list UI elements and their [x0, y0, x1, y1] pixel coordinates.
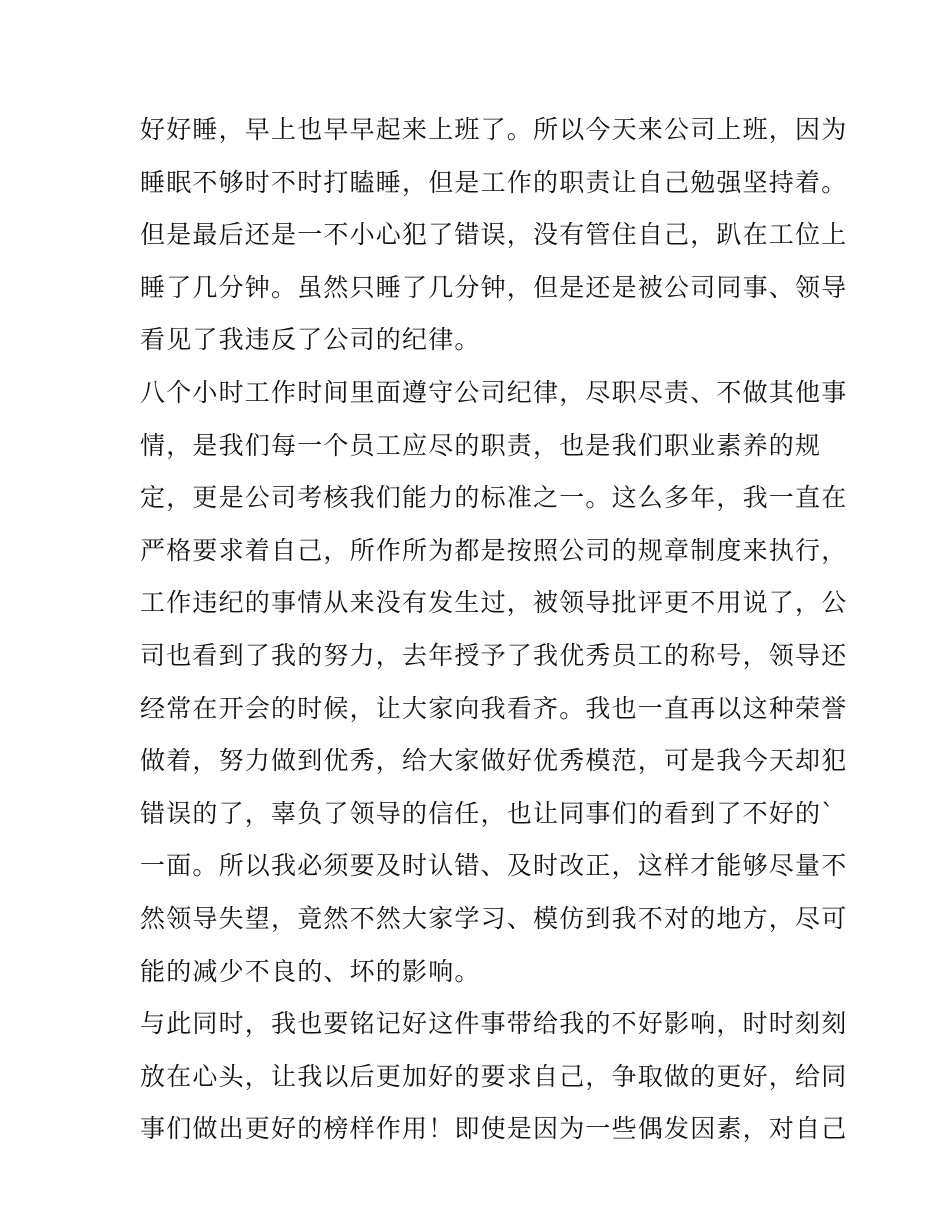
- text-line: 工作违纪的事情从来没有发生过，被领导批评更不用说了，公: [140, 588, 848, 618]
- text-line: 但是最后还是一不小心犯了错误，没有管住自己，趴在工位上: [140, 220, 848, 250]
- text-line: 好好睡，早上也早早起来上班了。所以今天来公司上班，因为: [140, 115, 848, 144]
- text-line: 一面。所以我必须要及时认错、及时改正，这样才能够尽量不: [140, 851, 848, 881]
- text-line: 睡了几分钟。虽然只睡了几分钟，但是还是被公司同事、领导: [140, 272, 848, 302]
- text-line: 能的减少不良的、坏的影响。: [140, 956, 481, 986]
- text-line: 放在心头，让我以后更加好的要求自己，争取做的更好，给同: [140, 1061, 848, 1091]
- text-line: 错误的了，辜负了领导的信任，也让同事们的看到了不好的`: [140, 798, 835, 828]
- text-line: 定，更是公司考核我们能力的标准之一。这么多年，我一直在: [140, 483, 848, 513]
- text-line: 司也看到了我的努力，去年授予了我优秀员工的称号，领导还: [140, 640, 848, 670]
- text-line: 睡眠不够时不时打瞌睡，但是工作的职责让自己勉强坚持着。: [140, 167, 848, 197]
- text-line: 情，是我们每一个员工应尽的职责，也是我们职业素养的规: [140, 430, 822, 460]
- text-line: 与此同时，我也要铭记好这件事带给我的不好影响，时时刻刻: [140, 1009, 848, 1039]
- text-line: 严格要求着自己，所作所为都是按照公司的规章制度来执行，: [140, 535, 848, 565]
- text-line: 八个小时工作时间里面遵守公司纪律，尽职尽责、不做其他事: [140, 377, 848, 407]
- text-line: 做着，努力做到优秀，给大家做好优秀模范，可是我今天却犯: [140, 746, 848, 776]
- text-line: 经常在开会的时候，让大家向我看齐。我也一直再以这种荣誉: [140, 693, 848, 723]
- text-line: 然领导失望，竟然不然大家学习、模仿到我不对的地方，尽可: [140, 903, 848, 933]
- text-line: 看见了我违反了公司的纪律。: [140, 325, 481, 355]
- text-line: 事们做出更好的榜样作用！即使是因为一些偶发因素，对自己: [140, 1114, 848, 1144]
- document-body: [140, 110, 848, 1162]
